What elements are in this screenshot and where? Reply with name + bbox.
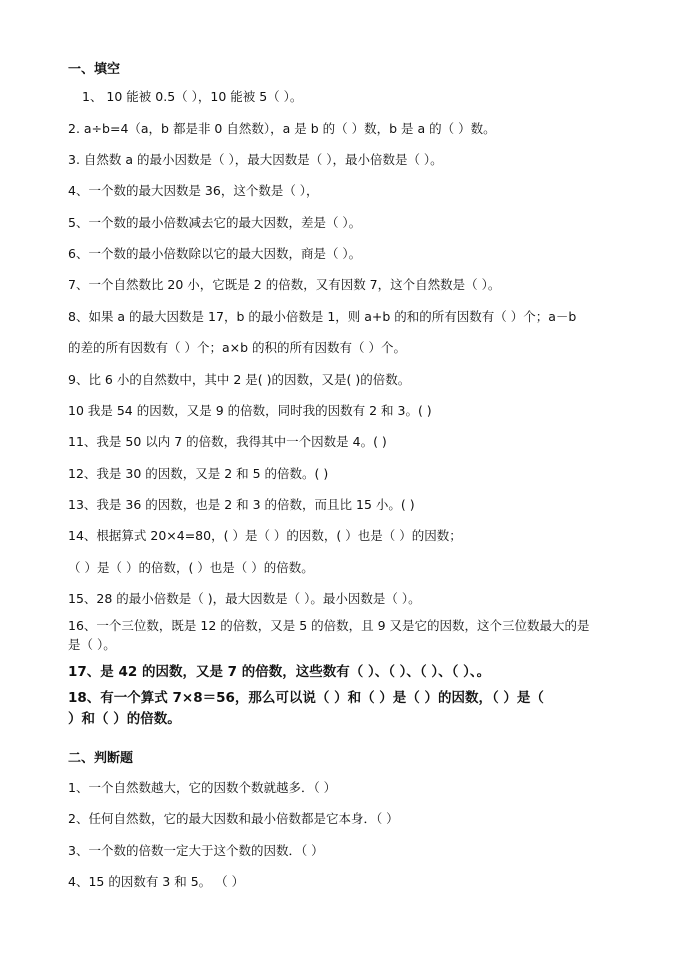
question-14-line-2: （ ）是（ ）的倍数，( ）也是（ ）的倍数。 (68, 560, 314, 575)
judge-question-2: 2、任何自然数，它的最大因数和最小倍数都是它本身．（ ） (68, 811, 399, 826)
question-8-line-1: 8、如果 a 的最大因数是 17，b 的最小倍数是 1，则 a+b 的和的所有因数有（ ）个；a－b (68, 309, 577, 324)
question-2: 2. a÷b=4（a，b 都是非 0 自然数），a 是 b 的（ ）数，b 是 a 的（ ）数。 (68, 121, 496, 136)
question-16-line-2: 是（ ）。 (68, 637, 116, 652)
question-6: 6、一个数的最小倍数除以它的最大因数，商是（ ）。 (68, 246, 362, 261)
question-1: 1、 10 能被 0.5（ ），10 能被 5（ ）。 (82, 89, 303, 104)
question-7: 7、一个自然数比 20 小，它既是 2 的倍数，又有因数 7，这个自然数是（ ）。 (68, 277, 501, 292)
question-16-line-1: 16、一个三位数，既是 12 的倍数，又是 5 的倍数，且 9 又是它的因数，这个三位数最大的是 (68, 618, 590, 633)
question-14-line-1: 14、根据算式 20×4=80，( ）是（ ）的因数，( ）也是（ ）的因数； (68, 528, 462, 543)
question-13: 13、我是 36 的因数，也是 2 和 3 的倍数，而且比 15 小。( ) (68, 497, 415, 512)
question-3: 3. 自然数 a 的最小因数是（ ），最大因数是（ ），最小倍数是（ ）。 (68, 152, 443, 167)
question-17: 17、是 42 的因数，又是 7 的倍数，这些数有（ ）、（ ）、（ ）、（ ）、。 (68, 664, 491, 680)
judge-question-1: 1、一个自然数越大，它的因数个数就越多．（ ） (68, 780, 337, 795)
question-15: 15、28 的最小倍数是（ )，最大因数是（ ）。最小因数是（ ）。 (68, 591, 421, 606)
question-9: 9、比 6 小的自然数中，其中 2 是( )的因数，又是( )的倍数。 (68, 372, 411, 387)
question-4: 4、一个数的最大因数是 36，这个数是（ ）， (68, 183, 319, 198)
question-18-line-2: ）和（ ）的倍数。 (68, 711, 181, 727)
judge-question-3: 3、一个数的倍数一定大于这个数的因数．（ ） (68, 843, 324, 858)
judge-question-4: 4、15 的因数有 3 和 5。 （ ） (68, 874, 245, 889)
question-12: 12、我是 30 的因数，又是 2 和 5 的倍数。( ) (68, 466, 329, 481)
question-10: 10 我是 54 的因数，又是 9 的倍数，同时我的因数有 2 和 3。( ) (68, 403, 432, 418)
question-8-line-2: 的差的所有因数有（ ）个；a×b 的积的所有因数有（ ）个。 (68, 340, 406, 355)
section-heading-fill-in: 一、填空 (68, 62, 121, 77)
section-heading-true-false: 二、判断题 (68, 751, 134, 766)
question-18-line-1: 18、有一个算式 7×8＝56，那么可以说（ ）和（ ）是（ ）的因数，（ ）是（ (68, 690, 544, 706)
question-11: 11、我是 50 以内 7 的倍数，我得其中一个因数是 4。( ) (68, 434, 387, 449)
question-5: 5、一个数的最小倍数减去它的最大因数，差是（ ）。 (68, 215, 362, 230)
